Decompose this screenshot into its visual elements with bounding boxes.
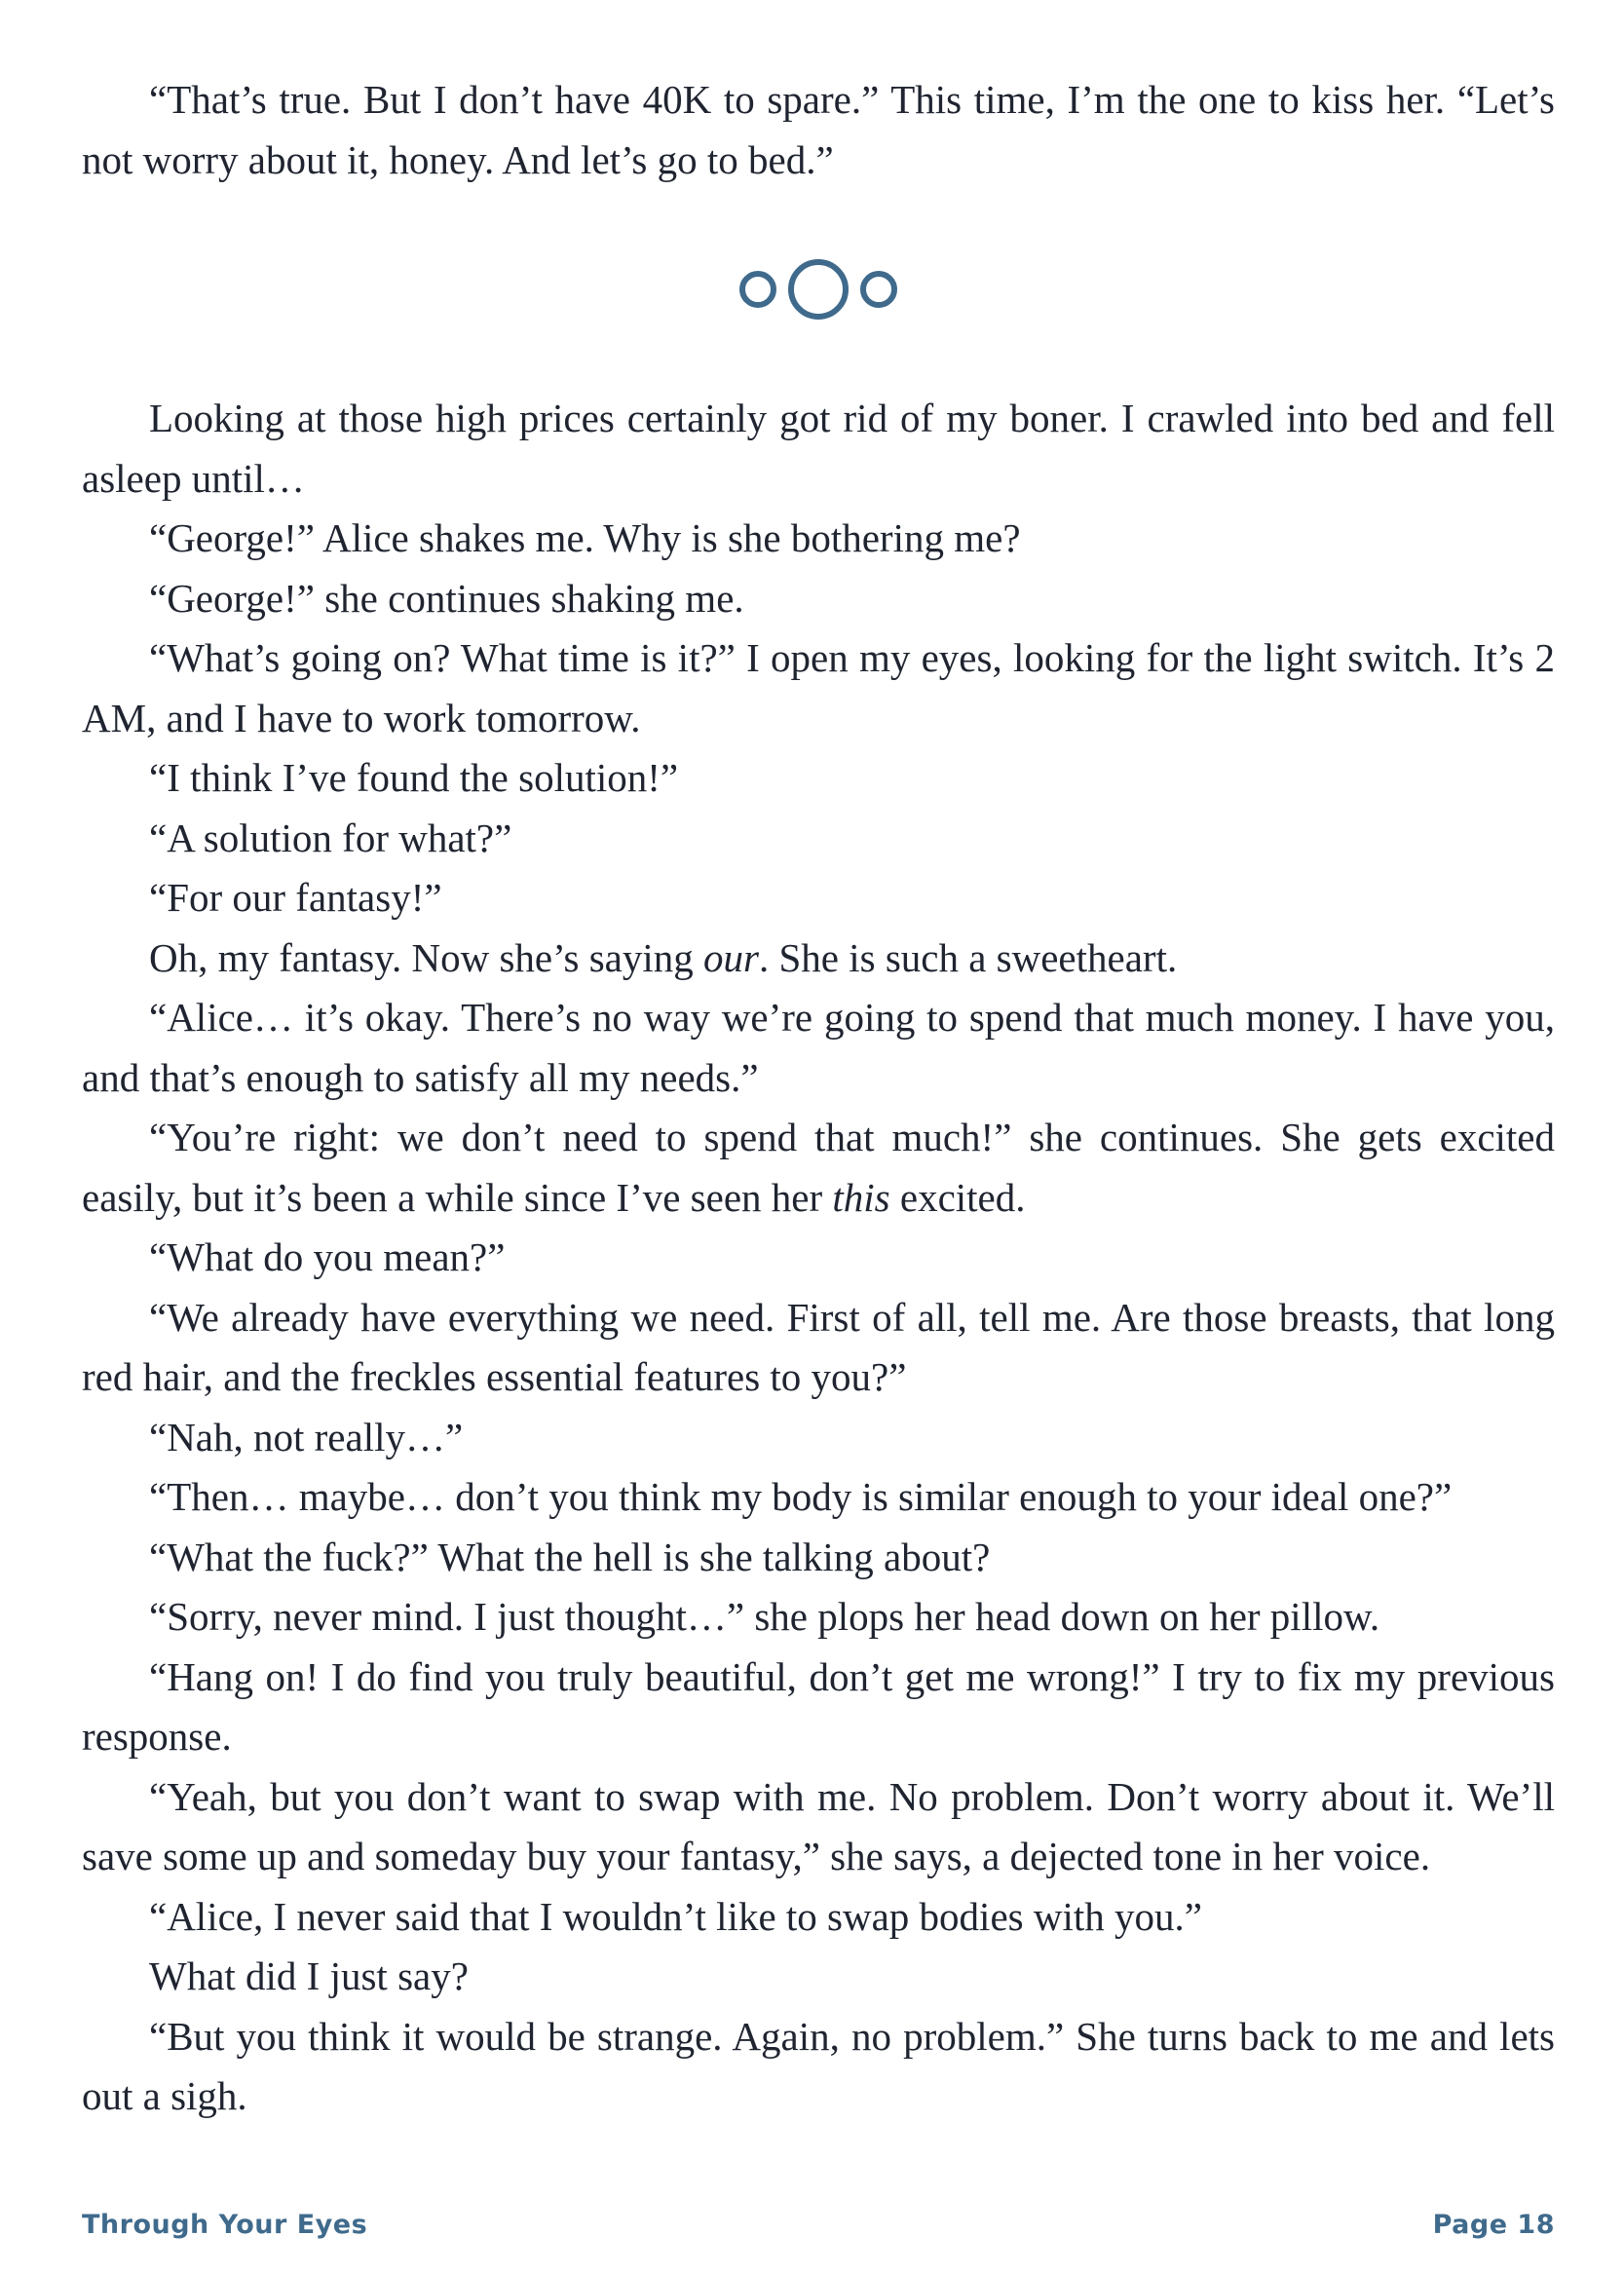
paragraph [82, 1108, 1555, 1228]
paragraph: “Alice, I never said that I wouldn’t like to swap bodies with you.” [149, 1893, 1202, 1939]
paragraph: “Alice… it’s okay. There’s no way we’re going to spend that much money. I have you, and that’s enough to satisfy all my needs.” [82, 995, 1555, 1100]
paragraph: “For our fantasy!” [149, 875, 442, 920]
paragraph: “Then… maybe… don’t you think my body is similar enough to your ideal one?” [149, 1474, 1453, 1519]
paragraph: Looking at those high prices certainly got rid of my boner. I crawled into bed and fell asleep until… [82, 396, 1555, 501]
paragraph: “We already have everything we need. First of all, tell me. Are those breasts, that long red hair, and the freckles essential features to you?” [82, 1294, 1555, 1399]
paragraph-text: excited. [889, 1174, 1026, 1220]
paragraph: “But you think it would be strange. Again, no problem.” She turns back to me and lets out a sigh. [82, 2013, 1555, 2118]
small-right-circle [863, 274, 894, 305]
emphasis-text: our [703, 934, 759, 980]
paragraph: “A solution for what?” [149, 815, 512, 860]
paragraph: “Sorry, never mind. I just thought…” she plops her head down on her pillow. [149, 1594, 1380, 1639]
emphasis-text: this [832, 1174, 890, 1220]
footer-page-number: Page 18 [1432, 2210, 1555, 2240]
paragraph: “Hang on! I do find you truly beautiful, don’t get me wrong!” I try to fix my previous response. [82, 1653, 1555, 1759]
paragraph: “What’s going on? What time is it?” I open my eyes, looking for the light switch. It’s 2 AM, and I have to work tomorrow. [82, 635, 1555, 740]
paragraph [82, 929, 1555, 989]
paragraph: “That’s true. But I don’t have 40K to spare.” This time, I’m the one to kiss her. “Let’s not worry about it, honey. And let’s go to bed.” [82, 77, 1555, 182]
paragraph: “What the fuck?” What the hell is she talking about? [149, 1534, 991, 1579]
three-circles-divider-icon [731, 241, 906, 338]
paragraph-text: “You’re right: we don’t need to spend that much!” she continues. She gets excited easily, but it’s been a while since I’ve seen her [82, 1115, 1555, 1220]
paragraph-text: Oh, my fantasy. Now she’s saying [149, 934, 703, 980]
footer-book-title: Through Your Eyes [82, 2210, 368, 2240]
section-divider [82, 190, 1555, 389]
paragraph: “George!” Alice shakes me. Why is she bothering me? [149, 515, 1021, 560]
paragraph: “I think I’ve found the solution!” [149, 755, 679, 800]
page-body [82, 70, 1555, 2127]
paragraph: “George!” she continues shaking me. [149, 575, 744, 621]
large-center-circle [791, 262, 846, 317]
paragraph-text: . She is such a sweetheart. [758, 934, 1178, 980]
paragraph: “Nah, not really…” [149, 1414, 464, 1459]
paragraph: “What do you mean?” [149, 1234, 506, 1279]
paragraph: “Yeah, but you don’t want to swap with me. No problem. Don’t worry about it. We’ll save some up and someday buy your fantasy,” she says, a dejected tone in her voice. [82, 1773, 1555, 1878]
page-footer [82, 2210, 1555, 2240]
paragraph: What did I just say? [149, 1953, 469, 1998]
small-left-circle [742, 274, 774, 305]
